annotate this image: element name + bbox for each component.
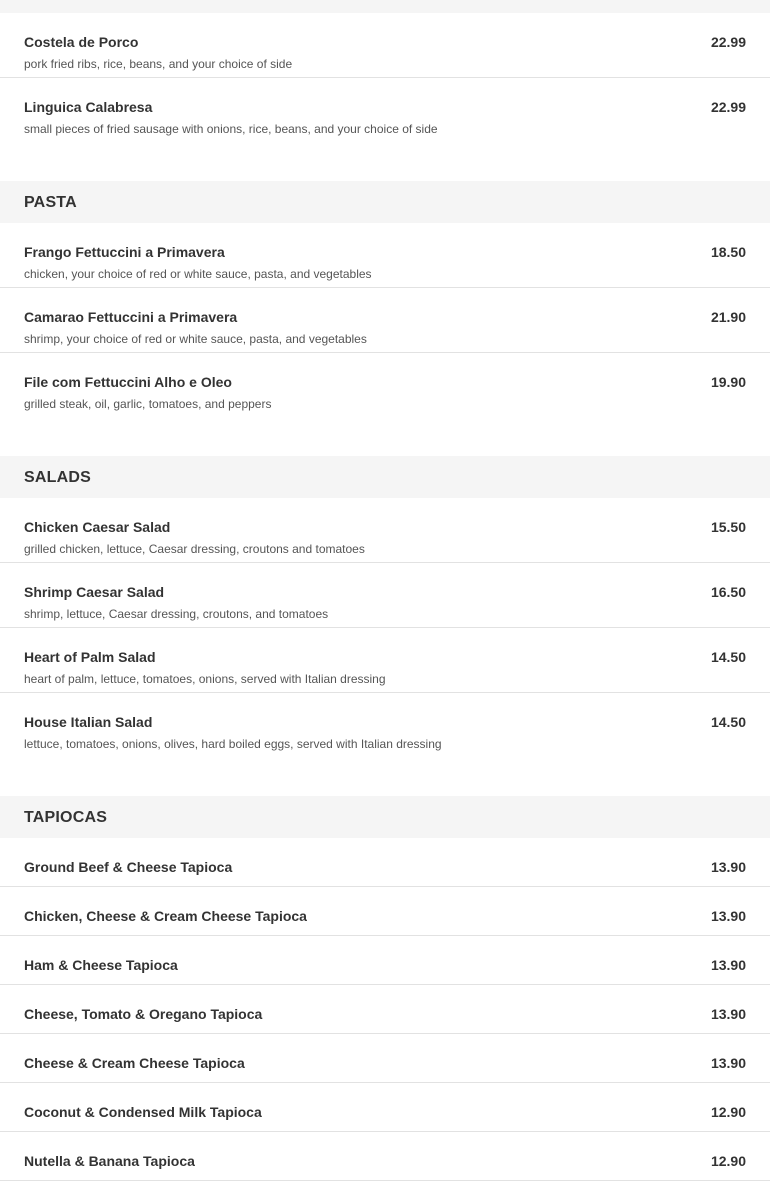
item-price: 14.50 [710, 714, 746, 730]
menu-item[interactable] [0, 223, 770, 288]
item-name: Camarao Fettuccini a Primavera [24, 309, 238, 325]
item-name: Chicken, Cheese & Cream Cheese Tapioca [24, 908, 307, 924]
item-name: Nutella & Banana Tapioca [24, 1153, 195, 1169]
item-price: 13.90 [710, 1055, 746, 1071]
item-description: shrimp, lettuce, Caesar dressing, croutons, and tomatoes [24, 607, 329, 621]
item-name: Cheese, Tomato & Oregano Tapioca [24, 1006, 263, 1022]
item-price: 22.99 [710, 34, 746, 50]
menu-item[interactable] [0, 288, 770, 353]
section-header-salads [0, 456, 770, 498]
item-description: small pieces of fried sausage with onions, rice, beans, and your choice of side [24, 122, 438, 136]
section-spacer [0, 418, 770, 456]
menu-item[interactable] [0, 1132, 770, 1181]
section-title: PASTA [24, 194, 77, 211]
item-description: grilled steak, oil, garlic, tomatoes, and peppers [24, 397, 272, 411]
item-name: Linguica Calabresa [24, 99, 153, 115]
item-price: 12.90 [710, 1153, 746, 1169]
item-price: 13.90 [710, 957, 746, 973]
item-price: 14.50 [710, 649, 746, 665]
item-name: Cheese & Cream Cheese Tapioca [24, 1055, 245, 1071]
item-price: 12.90 [710, 1104, 746, 1120]
item-name: File com Fettuccini Alho e Oleo [24, 374, 232, 390]
item-price: 19.90 [710, 374, 746, 390]
item-name: Ground Beef & Cheese Tapioca [24, 859, 233, 875]
section-title: SALADS [24, 469, 91, 486]
section-spacer [0, 143, 770, 181]
item-price: 13.90 [710, 908, 746, 924]
menu-item[interactable] [0, 1083, 770, 1132]
menu-item[interactable] [0, 887, 770, 936]
item-name: Ham & Cheese Tapioca [24, 957, 178, 973]
item-price: 16.50 [710, 584, 746, 600]
menu-item[interactable] [0, 628, 770, 693]
menu-item[interactable] [0, 838, 770, 887]
menu-item[interactable] [0, 693, 770, 758]
item-price: 13.90 [710, 859, 746, 875]
section-header-pasta [0, 181, 770, 223]
menu-item[interactable] [0, 936, 770, 985]
item-description: chicken, your choice of red or white sauce, pasta, and vegetables [24, 267, 372, 281]
menu-item[interactable] [0, 78, 770, 143]
item-price: 15.50 [710, 519, 746, 535]
item-description: grilled chicken, lettuce, Caesar dressing, croutons and tomatoes [24, 542, 365, 556]
section-title: TAPIOCAS [24, 809, 108, 826]
menu-item[interactable] [0, 985, 770, 1034]
section-spacer [0, 758, 770, 796]
item-name: House Italian Salad [24, 714, 153, 730]
menu-item[interactable] [0, 1034, 770, 1083]
menu-item[interactable] [0, 563, 770, 628]
item-name: Shrimp Caesar Salad [24, 584, 165, 600]
previous-section-header [0, 0, 770, 13]
section-header-tapiocas [0, 796, 770, 838]
item-name: Heart of Palm Salad [24, 649, 156, 665]
item-price: 13.90 [710, 1006, 746, 1022]
item-description: shrimp, your choice of red or white sauce, pasta, and vegetables [24, 332, 367, 346]
item-description: pork fried ribs, rice, beans, and your choice of side [24, 57, 293, 71]
item-price: 18.50 [710, 244, 746, 260]
menu-item[interactable] [0, 13, 770, 78]
item-price: 22.99 [710, 99, 746, 115]
item-name: Costela de Porco [24, 34, 139, 50]
item-name: Chicken Caesar Salad [24, 519, 171, 535]
item-description: heart of palm, lettuce, tomatoes, onions, served with Italian dressing [24, 672, 386, 686]
item-description: lettuce, tomatoes, onions, olives, hard boiled eggs, served with Italian dressing [24, 737, 442, 751]
item-price: 21.90 [710, 309, 746, 325]
item-name: Frango Fettuccini a Primavera [24, 244, 225, 260]
menu-item[interactable] [0, 353, 770, 418]
item-name: Coconut & Condensed Milk Tapioca [24, 1104, 262, 1120]
menu-item[interactable] [0, 498, 770, 563]
